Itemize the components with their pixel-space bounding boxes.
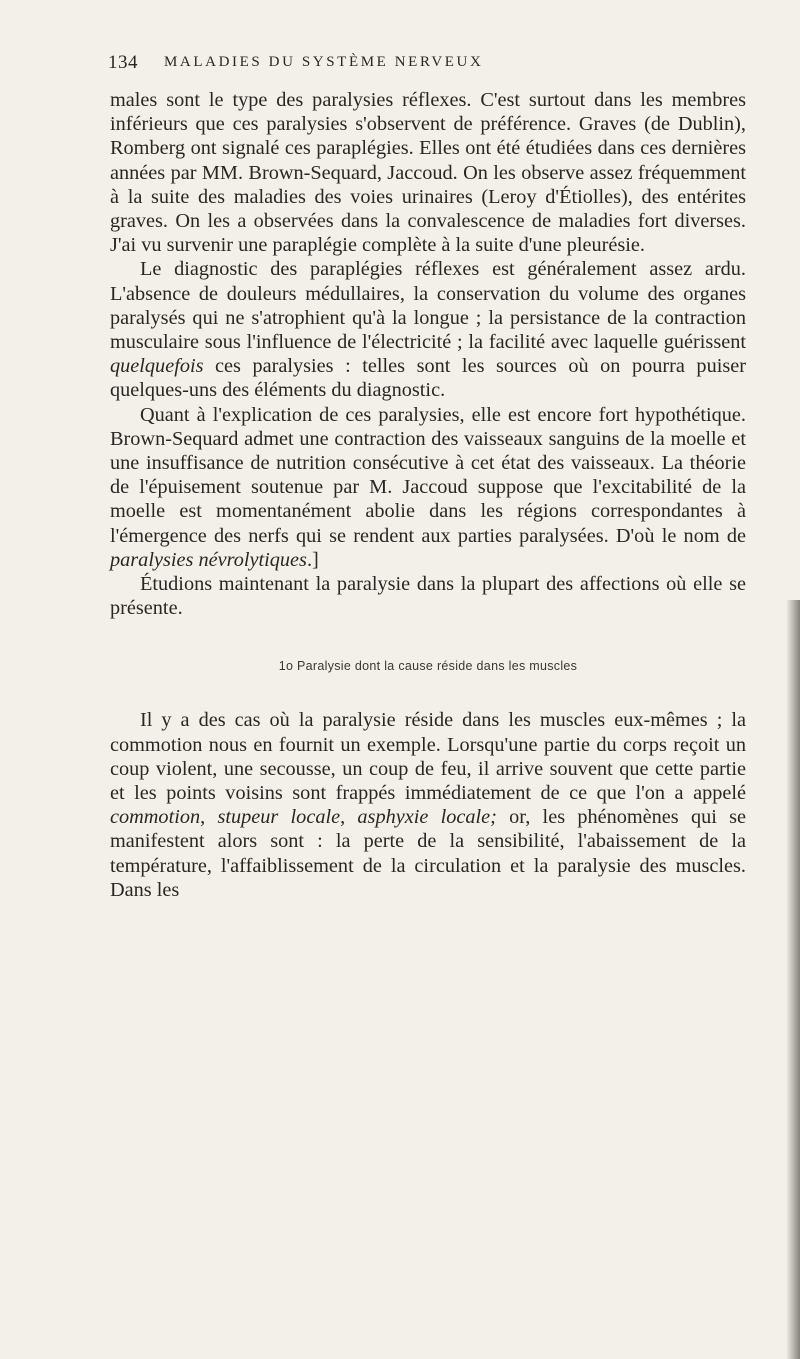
paragraph-5-emphasis-2: stupeur locale — [217, 806, 341, 829]
page-number: 134 — [108, 52, 138, 73]
paragraph-5-sep-2: , — [340, 806, 358, 829]
paragraph-2 — [110, 257, 746, 402]
paragraph-3-text-a: Quant à l'explication de ces paralysies, elle est encore fort hypothétique. Brown-Sequard admet une contraction des vaisseaux sanguins de la moelle et une insuffisance de nutrition consécutive à cet état des vaisseaux. La théorie de l'épuisement soutenue par M. Jaccoud suppose que l'excitabilité de la moelle est momentanément abolie dans les régions correspondantes à l'émergence des nerfs qui se rendent aux parties paralysées. D'où le nom de — [110, 403, 746, 547]
paragraph-5-sep-1: , — [200, 806, 218, 829]
page-edge-shadow — [786, 600, 800, 1359]
paragraph-1-text: males sont le type des paralysies réflexes. C'est surtout dans les membres inférieurs que ces paralysies s'observent de préférence. Graves (de Dublin), Romberg ont signalé ces paraplégies. Elles ont été étudiées dans ces dernières années par MM. Brown-Sequard, Jaccoud. On les observe assez fréquemment à la suite des maladies des voies urinaires (Leroy d'Étiolles), des entérites graves. On les a observées dans la convalescence de maladies fort diverses. J'ai vu survenir une paraplégie complète à la suite d'une pleurésie. — [110, 89, 746, 257]
paragraph-4-text: Étudions maintenant la paralysie dans la plupart des affections où elle se présente. — [110, 573, 746, 620]
paragraph-3-text-b: .] — [306, 548, 319, 571]
paragraph-3-emphasis: paralysies névrolytiques — [110, 548, 307, 571]
paragraph-5-emphasis-3: asphyxie locale; — [357, 806, 497, 829]
paragraph-5-text-a: Il y a des cas où la paralysie réside dans les muscles eux-mêmes ; la commotion nous en fournit un exemple. Lorsqu'une partie du corps reçoit un coup violent, une secousse, un coup de feu, il arrive souvent que cette partie et les points voisins sont frappés immédiatement de ce que l'on a appelé — [110, 709, 746, 805]
paragraph-2-text-a: Le diagnostic des paraplégies réflexes est généralement assez ardu. L'absence de douleurs médullaires, la conservation du volume des organes paralysés qui ne s'atrophient qu'à la longue ; la persistance de la contraction musculaire sous l'influence de l'électricité ; la facilité avec laquelle guérissent — [110, 258, 746, 354]
running-title: MALADIES DU SYSTÈME NERVEUX — [164, 54, 484, 70]
paragraph-5-text-b: or, les phénomènes qui se manifestent alors sont : la perte de la sensibilité, l'abaissement de la température, l'affaiblissement de la circulation et la paralysie des muscles. Dans les — [110, 806, 746, 901]
paragraph-5 — [110, 708, 746, 902]
paragraph-3 — [110, 403, 746, 572]
paragraph-4 — [110, 572, 746, 620]
paragraph-2-text-b: ces paralysies : telles sont les sources où on pourra puiser quelques-uns des éléments du diagnostic. — [110, 355, 746, 402]
paragraph-2-emphasis: quelquefois — [110, 355, 204, 378]
page-header — [108, 52, 744, 82]
body-text — [110, 88, 746, 902]
paragraph-1 — [110, 88, 746, 257]
section-heading: 1o Paralysie dont la cause réside dans les muscles — [278, 659, 578, 674]
paragraph-5-emphasis-1: commotion — [110, 806, 201, 829]
